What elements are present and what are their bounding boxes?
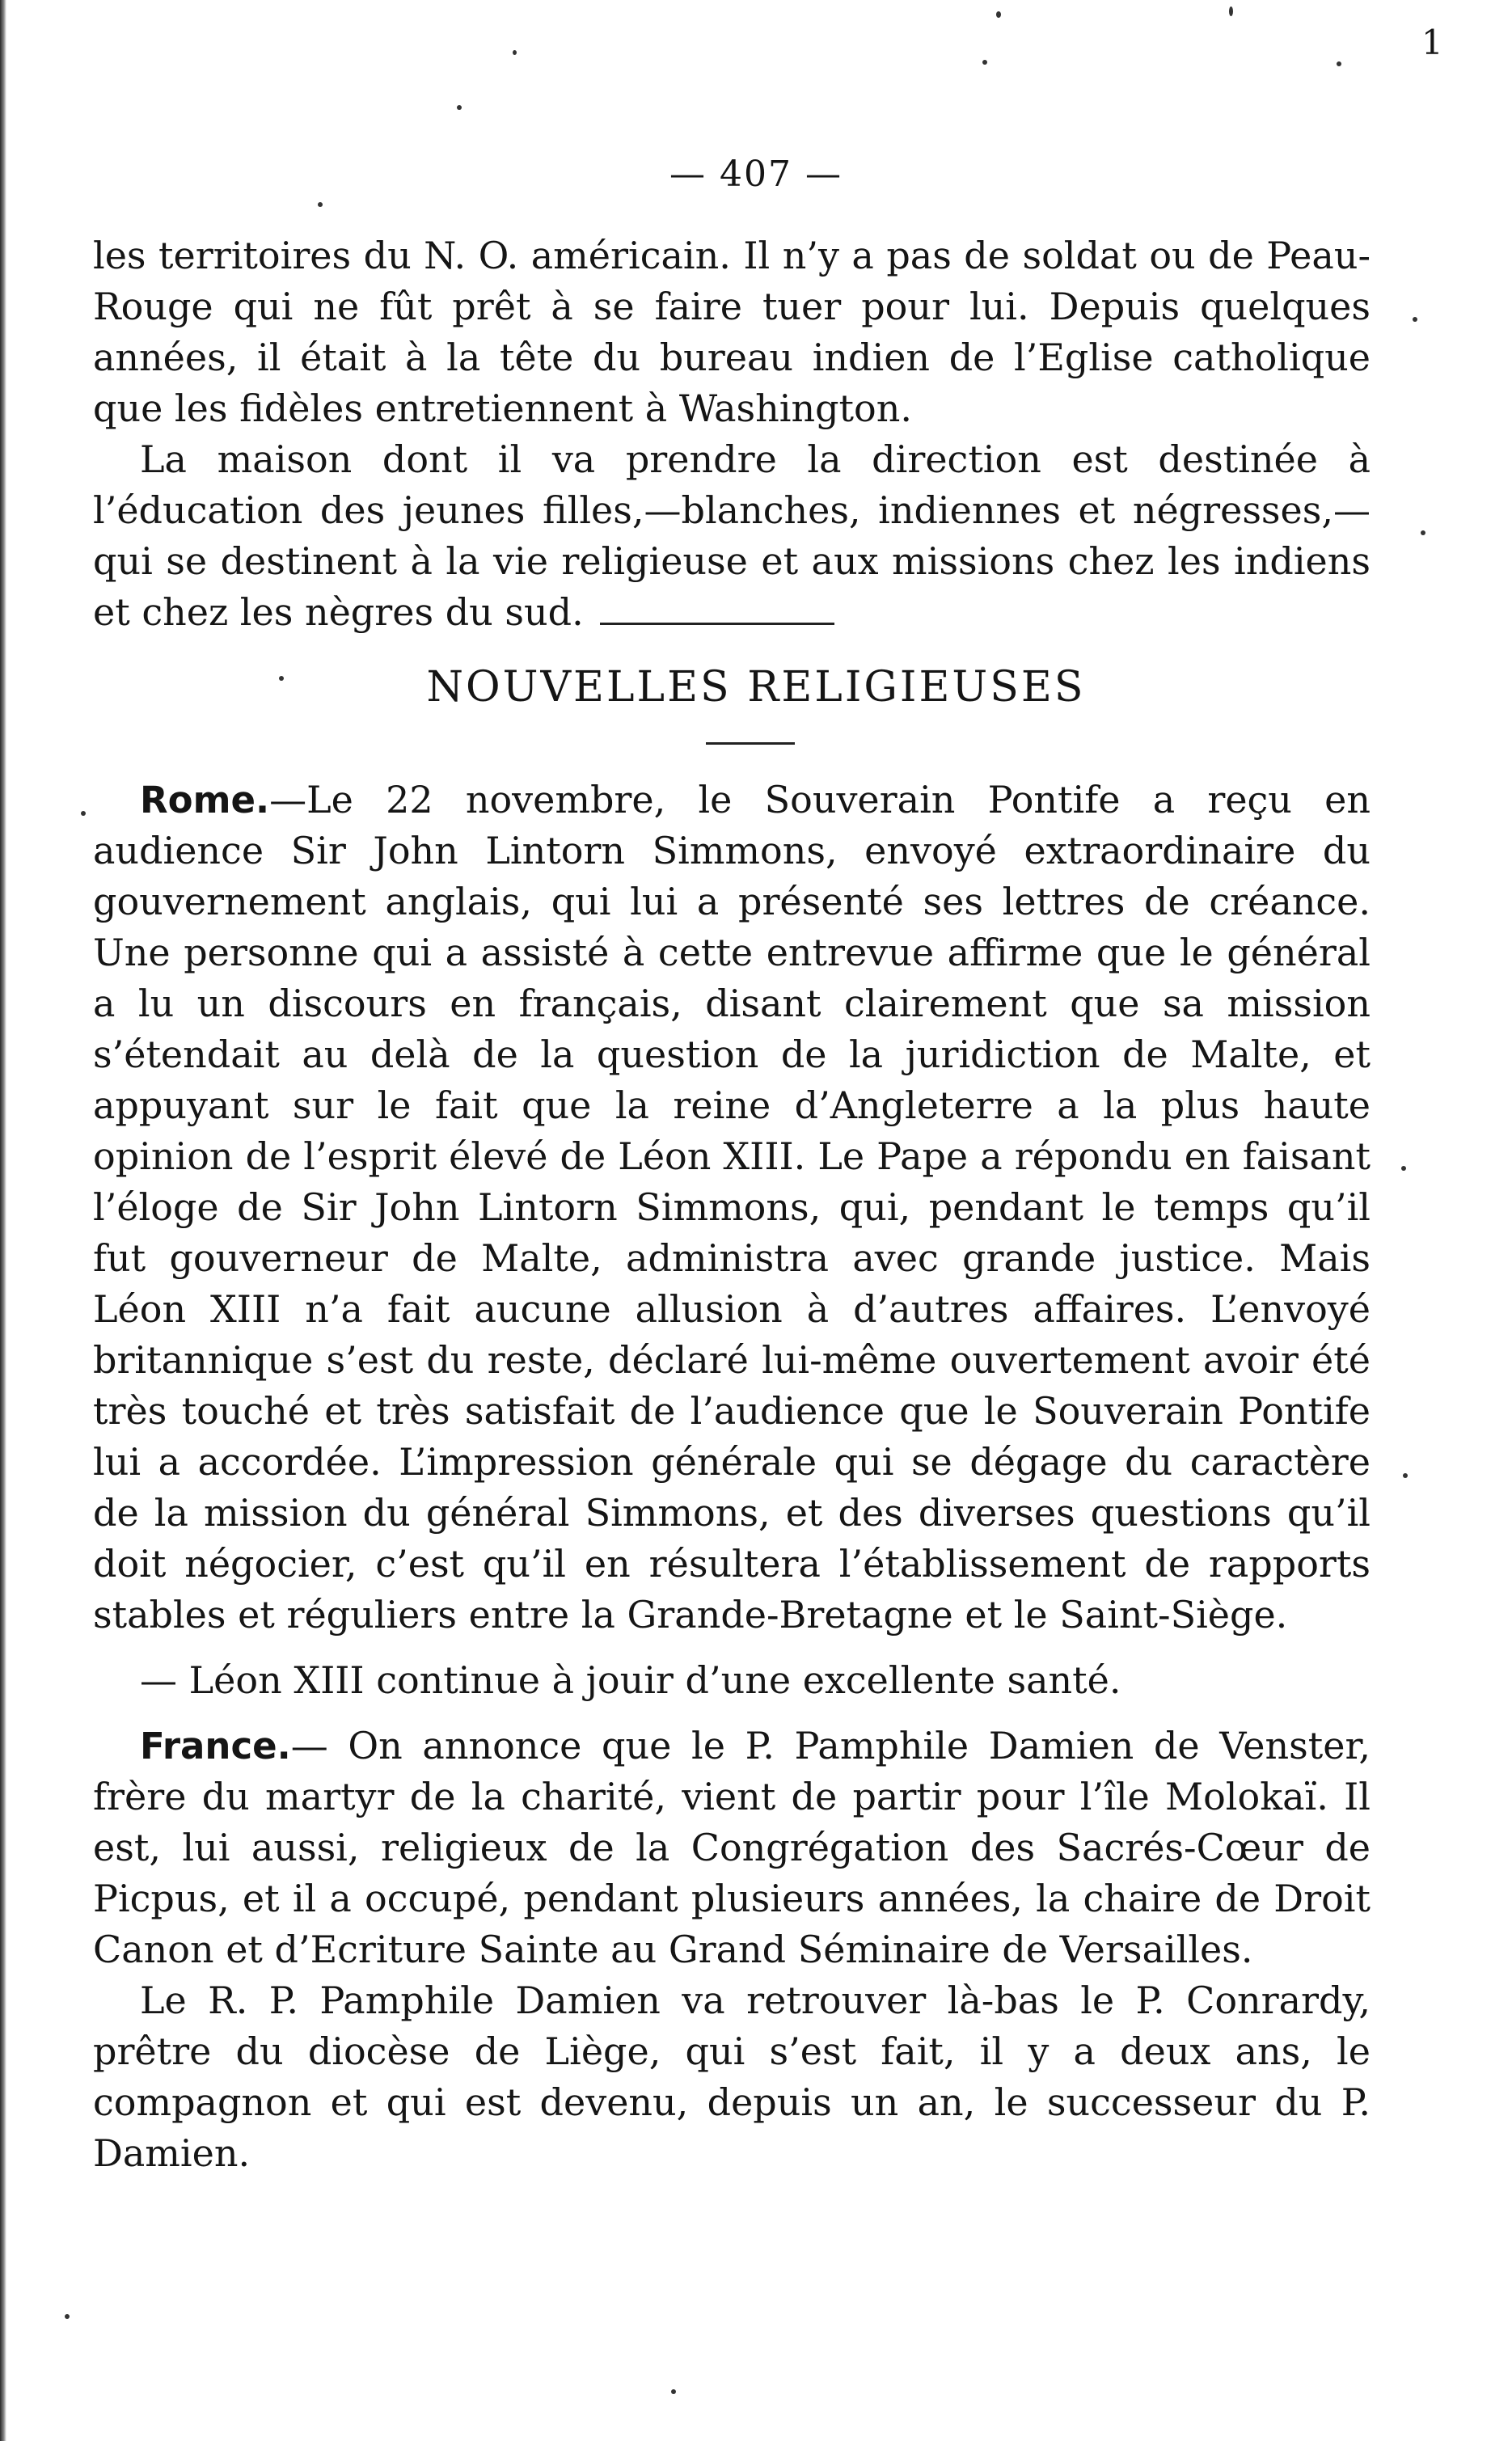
rome-paragraph	[93, 775, 1371, 1641]
ink-speck	[1337, 61, 1341, 66]
rome-lead: Rome.	[140, 779, 270, 821]
ink-speck	[671, 2389, 676, 2394]
ink-speck	[513, 50, 517, 55]
rome-health-paragraph: — Léon XIII continue à jouir d’une excellente santé.	[140, 1658, 1121, 1702]
ink-speck	[1421, 530, 1425, 535]
france-paragraph	[93, 1721, 1371, 1975]
ink-speck	[1401, 1166, 1406, 1171]
ink-speck	[1229, 6, 1233, 16]
news-text	[93, 775, 1371, 2179]
corner-mark: 1	[1421, 23, 1443, 62]
ink-speck	[457, 105, 462, 110]
section-heading: NOUVELLES RELIGIEUSES	[426, 663, 1086, 712]
france-paragraph-2: Le R. P. Pamphile Damien va retrouver là-bas le P. Conrardy, prêtre du diocèse de Liège, qui s’est fait, il y a deux ans, le compagnon et qui est devenu, depuis un an, le successeur du P. Damien.	[93, 1979, 1371, 2175]
ink-speck	[81, 811, 86, 816]
page-number: — 407 —	[669, 154, 843, 195]
france-lead: France.	[140, 1725, 291, 1767]
ink-speck	[996, 11, 1001, 18]
divider-rule	[600, 623, 834, 625]
page-edge-shadow	[0, 0, 6, 2441]
rome-text: —Le 22 novembre, le Souverain Pontife a reçu en audience Sir John Lintorn Simmons, envoyé extraordinaire du gouvernement anglais, qui lui a présenté ses lettres de créance. Une personne qui a assisté à cette entrevue affirme que le général a lu un discours en français, disant clairement que sa mission s’étendait au delà de la question de la juridiction de Malte, et appuyant sur le fait que la reine d’Angleterre a la plus haute opinion de l’esprit élevé de Léon XIII. Le Pape a répondu en faisant l’éloge de Sir John Lintorn Simmons, qui, pendant le temps qu’il fut gouverneur de Malte, administra avec grande justice. Mais Léon XIII n’a fait aucune allusion à d’autres affaires. L’envoyé britannique s’est du reste, déclaré lui-même ouvertement avoir été très touché et très satisfait de l’audience que le Souverain Pontife lui a accordée. L’impression générale qui se dégage du caractère de la mission du général Simmons, et des diverses questions qu’il doit négocier, c’est qu’il en résultera l’établissement de rapports stables et réguliers entre la Grande-Bretagne et le Saint-Siège.	[93, 778, 1371, 1636]
ink-speck	[1413, 317, 1417, 322]
heading-underline	[706, 742, 795, 745]
intro-paragraph-2: La maison dont il va prendre la direction est destinée à l’éducation des jeunes filles,—blanches, indiennes et négresses,— qui se destinent à la vie religieuse et aux missions chez les indiens et chez les nègres du sud.	[93, 437, 1371, 634]
ink-speck	[65, 2314, 70, 2319]
ink-speck	[1403, 1473, 1408, 1478]
intro-paragraph: les territoires du N. O. américain. Il n’y a pas de soldat ou de Peau-Rouge qui ne fût prêt à se faire tuer pour lui. Depuis quelques années, il était à la tête du bureau indien de l’Eglise catholique que les fidèles entretiennent à Washington.	[93, 234, 1371, 430]
ink-speck	[982, 60, 987, 65]
ink-speck	[318, 202, 323, 207]
france-text: — On annonce que le P. Pamphile Damien de Venster, frère du martyr de la charité, vient de partir pour l’île Molokaï. Il est, lui aussi, religieux de la Congrégation des Sacrés-Cœur de Picpus, et il a occupé, pendant plusieurs années, la chaire de Droit Canon et d’Ecriture Sainte au Grand Séminaire de Versailles.	[93, 1724, 1371, 1971]
intro-text	[93, 230, 1371, 638]
ink-speck	[279, 676, 284, 681]
